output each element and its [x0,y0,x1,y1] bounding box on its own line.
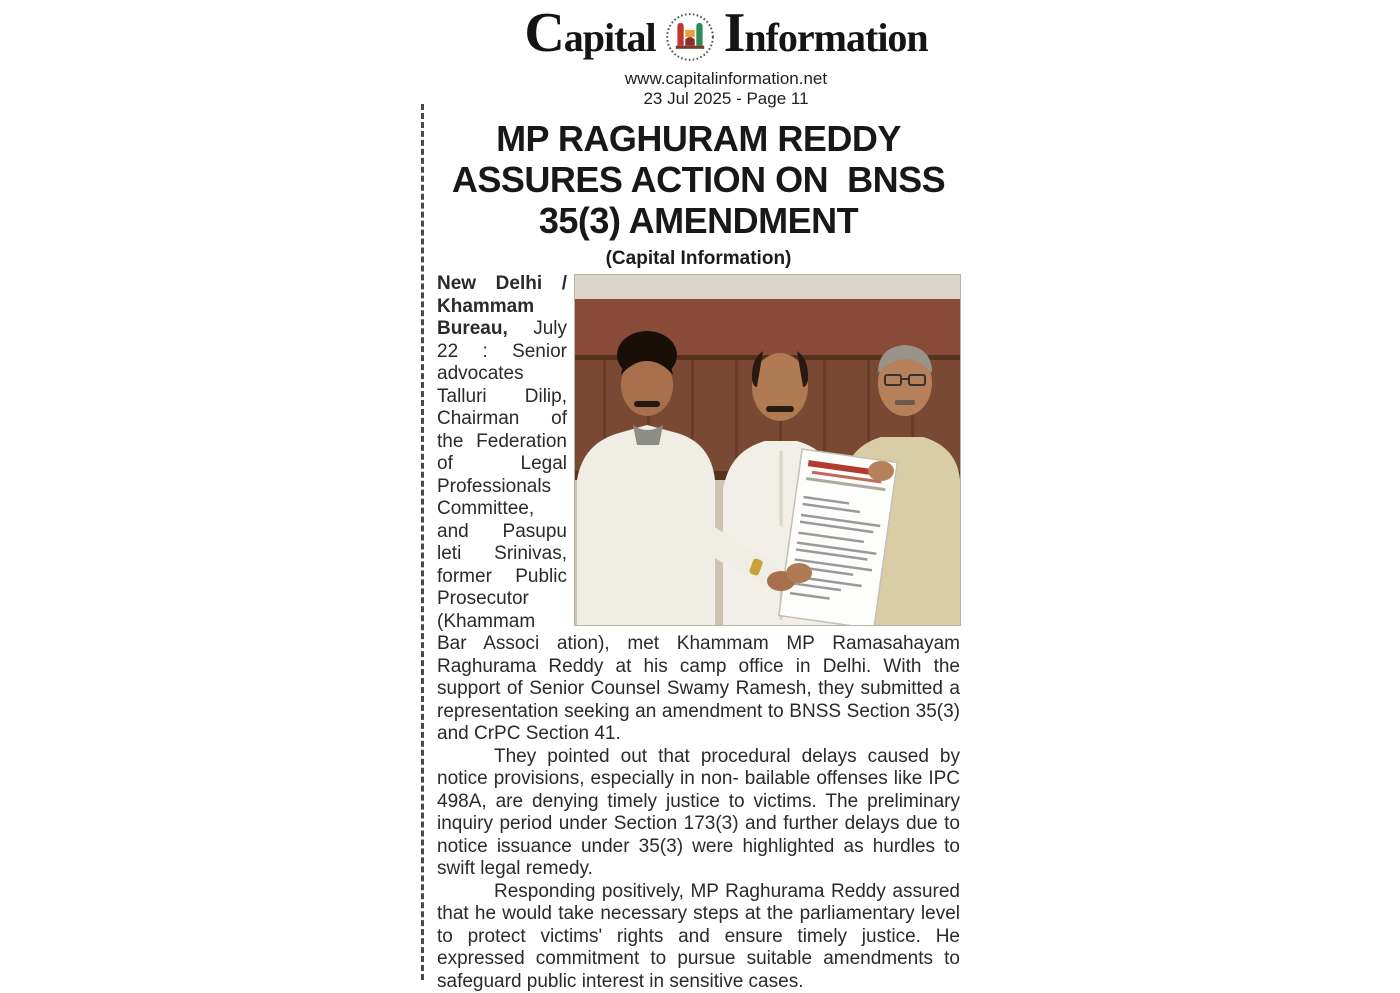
paragraph-3-text: Responding positively, MP Raghurama Reddy assured that he would take necessary steps at the parliamentary level to protect victims' rights and ensure timely justice. He expressed commitment to pursue suitable amendments to safeguard public interest in sensitive cases. [437,881,960,992]
article-photo [575,275,960,625]
publication-title [420,4,1032,67]
dateline-lead: New Delhi / Khammam Bureau, [437,273,567,339]
paragraph-3 [437,881,960,993]
date-page-line: 23 Jul 2025 - Page 11 [420,89,1032,109]
paragraph-1 [437,273,960,746]
paragraph-2 [437,746,960,881]
article-clipping [421,104,960,980]
charminar-monument-logo-icon [664,11,716,63]
title-word-information: Information [724,4,928,67]
title-word-capital: Capital [524,4,655,67]
headline [437,118,960,241]
paragraph-1-text: July 22 : Senior advocates Talluri Dilip, Chairman of the Federation of Legal Professionals Committee, and Pasupu leti Srinivas, former Public Prosecutor (Khammam Bar Associ ation), met Khammam MP Ramasahayam Raghurama Reddy at his camp office in Delhi. With the support of Senior Counsel Swamy Ramesh, they submitted a representation seeking an amendment to BNSS Section 35(3) and CrPC Section 41. [437,318,960,744]
headline-line-2: ASSURES ACTION ON BNSS [437,159,960,200]
credit-line: (Capital Information) [437,248,960,270]
headline-line-3: 35(3) AMENDMENT [437,200,960,241]
photo-illustration [575,275,960,625]
masthead [420,4,1032,109]
website-url: www.capitalinformation.net [420,69,1032,89]
article-body [437,273,960,993]
paragraph-2-text: They pointed out that procedural delays caused by notice provisions, especially in non- bailable offenses like IPC 498A, are denying timely justice to victims. The preliminary inquiry period under Section 173(3) and further delays due to notice issuance under 35(3) were highlighted as hurdles to swift legal remedy. [437,746,960,880]
headline-line-1: MP RAGHURAM REDDY [437,118,960,159]
